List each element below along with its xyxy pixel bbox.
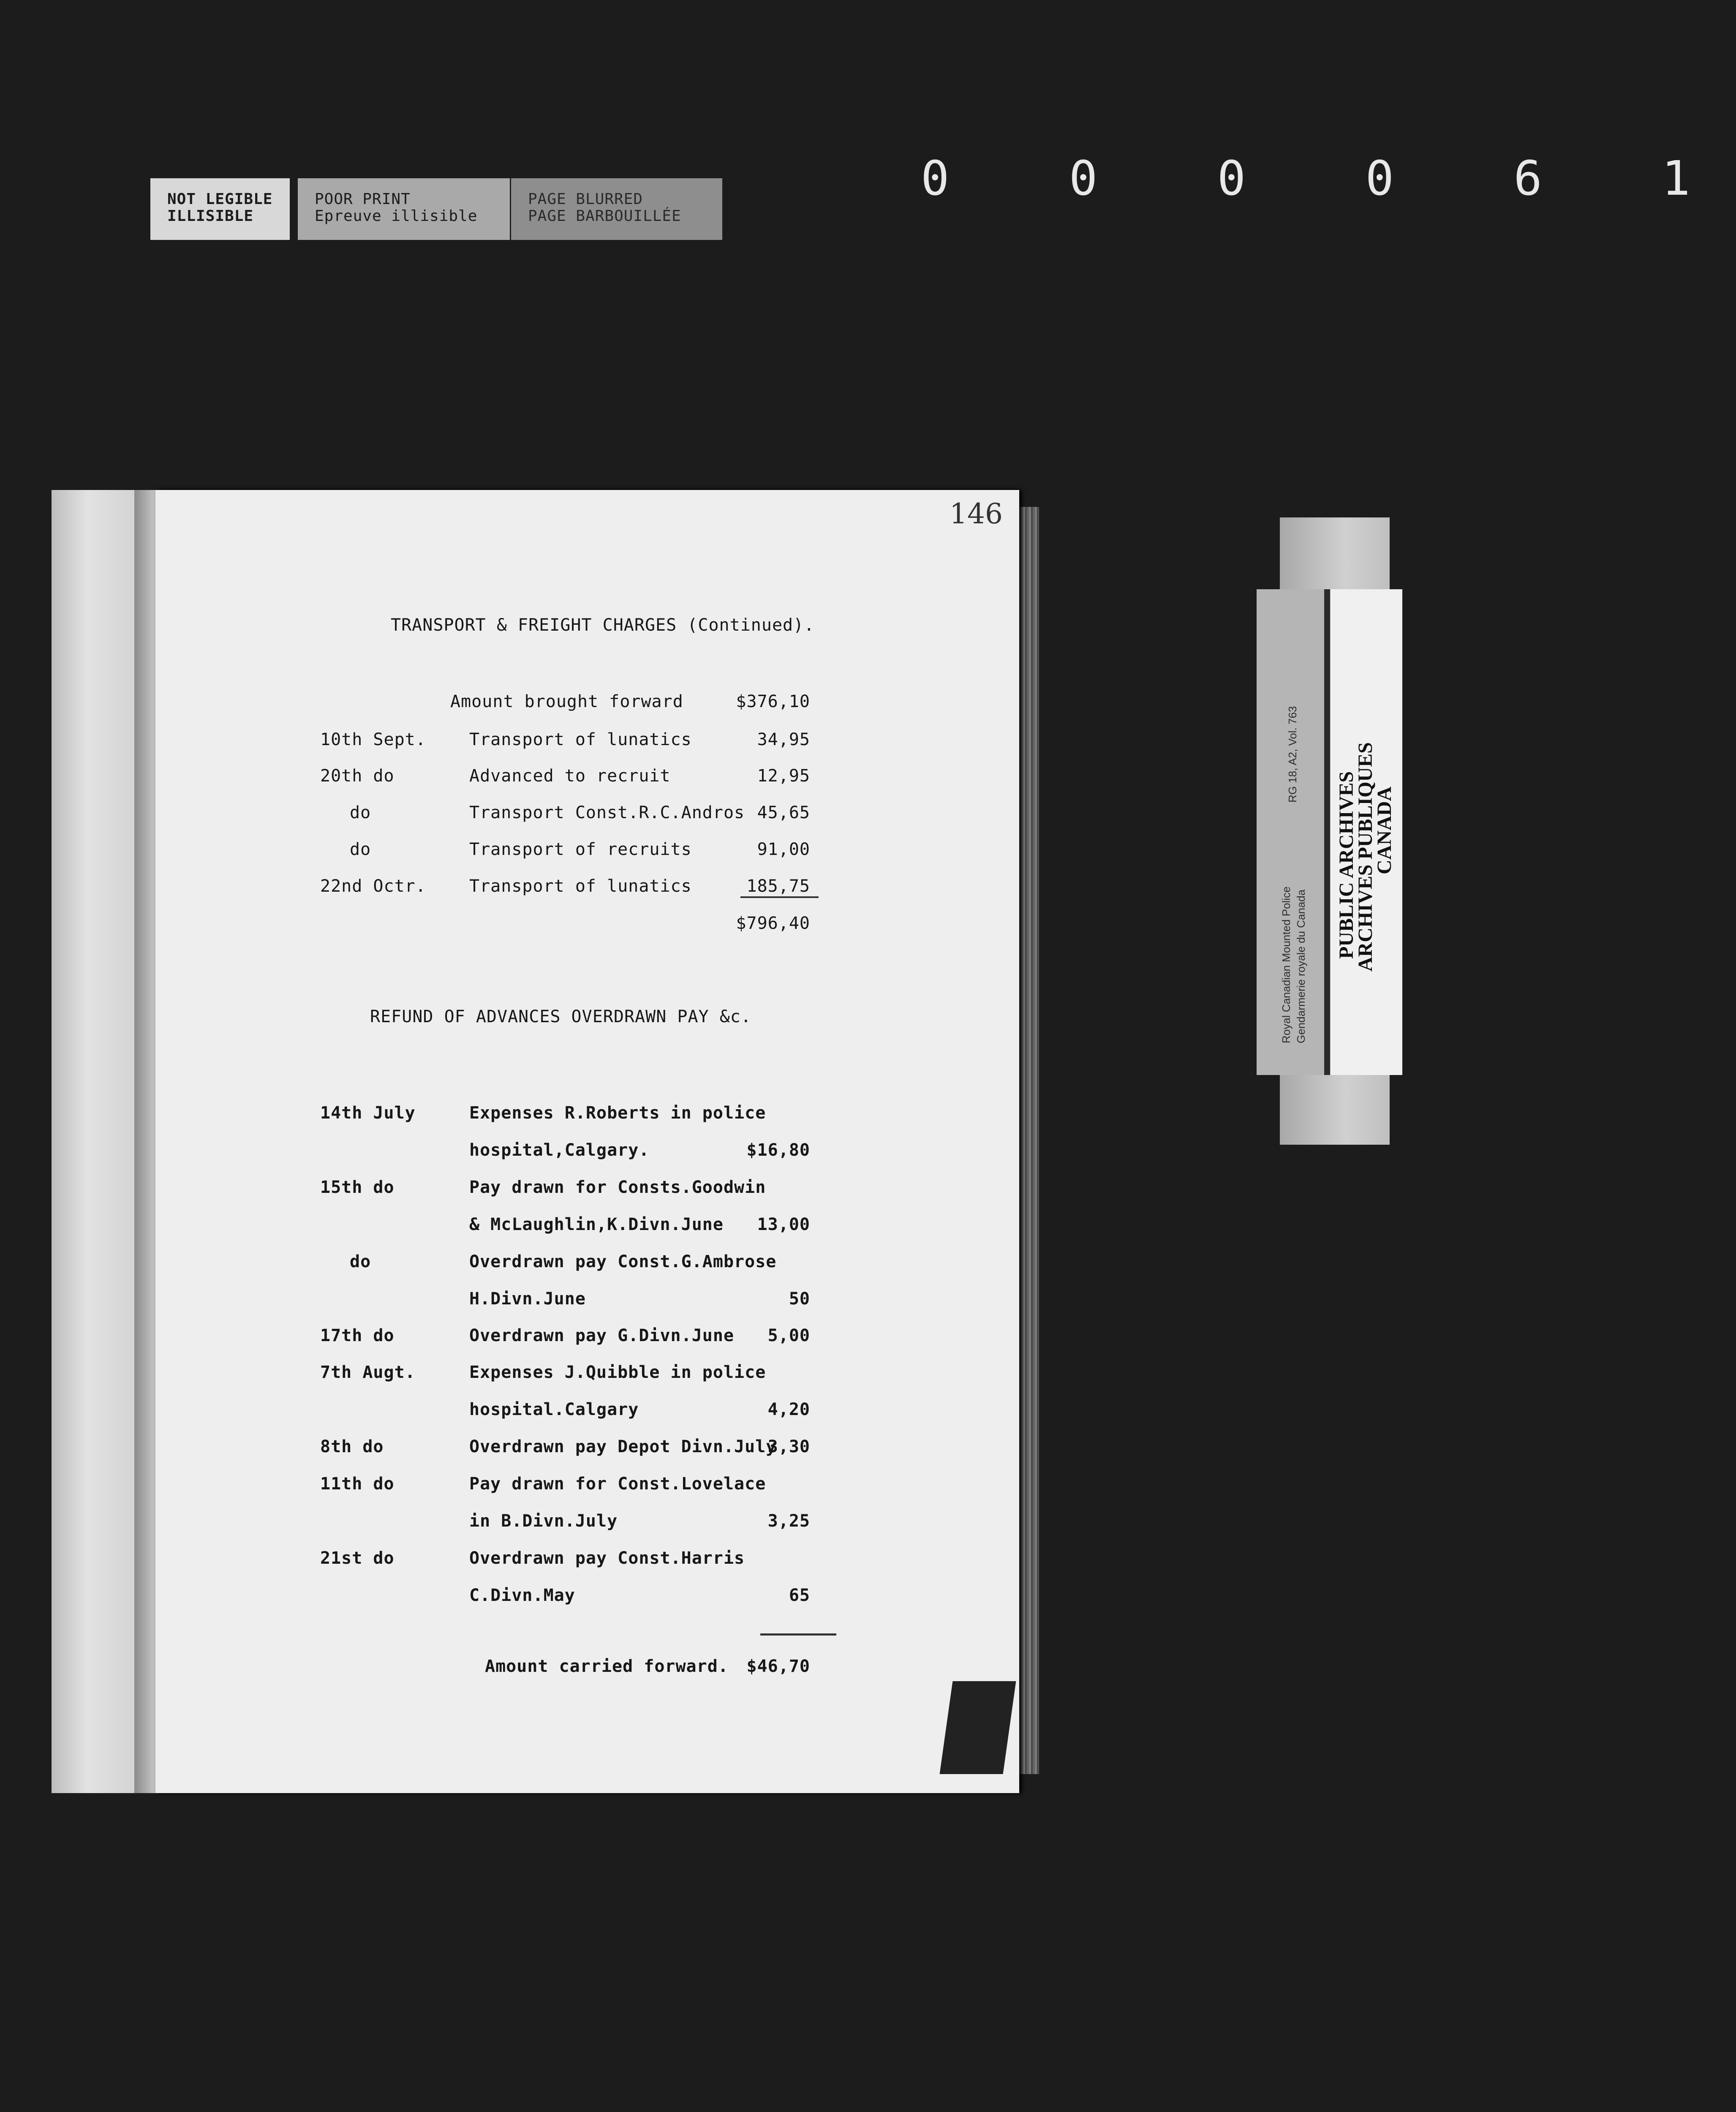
row-date: 15th do — [320, 1178, 395, 1197]
row-amount: 45,65 — [757, 803, 810, 822]
total-rule — [760, 1633, 836, 1636]
row-amount: 185,75 — [746, 876, 810, 896]
tag-line: NOT LEGIBLE — [167, 191, 273, 208]
row-date: 8th do — [320, 1437, 384, 1456]
row-desc: H.Divn.June — [469, 1289, 586, 1309]
row-desc: Overdrawn pay Const.Harris — [469, 1549, 745, 1568]
row-amount: 3,30 — [767, 1437, 810, 1456]
archives-heading-fr: ARCHIVES PUBLIQUES — [1354, 742, 1377, 972]
row-desc: Transport of lunatics — [469, 730, 692, 749]
folder-strip-shadow — [134, 490, 155, 1793]
brought-forward-label: Amount brought forward — [450, 692, 683, 711]
row-desc: & McLaughlin,K.Divn.June — [469, 1215, 724, 1234]
tag-line: PAGE BARBOUILLÉE — [528, 207, 681, 225]
row-amount: 50 — [789, 1289, 810, 1309]
row-desc: Expenses R.Roberts in police — [469, 1103, 766, 1123]
row-amount: 91,00 — [757, 840, 810, 859]
row-desc: Transport Const.R.C.Andros — [469, 803, 745, 822]
row-date: 22nd Octr. — [320, 876, 426, 896]
page-corner-shadow — [940, 1681, 1016, 1774]
subtotal-rule — [740, 896, 819, 898]
tag-line: Epreuve illisible — [315, 207, 478, 225]
refund-heading: REFUND OF ADVANCES OVERDRAWN PAY &c. — [370, 1007, 751, 1026]
row-desc: C.Divn.May — [469, 1586, 575, 1605]
row-date: do — [350, 840, 371, 859]
brought-forward-amount: $376,10 — [736, 692, 810, 711]
row-date: 7th Augt. — [320, 1363, 416, 1382]
row-date: do — [350, 1252, 371, 1271]
fonds-english: Royal Canadian Mounted Police — [1280, 886, 1292, 1043]
archives-heading: PUBLIC ARCHIVES — [1335, 771, 1358, 959]
row-amount: 12,95 — [757, 766, 810, 786]
page-title: TRANSPORT & FREIGHT CHARGES (Continued). — [391, 615, 815, 635]
archive-reference: RG 18, A2, Vol. 763 — [1286, 706, 1299, 803]
carried-forward-amount: $46,70 — [746, 1657, 810, 1676]
row-amount: 13,00 — [757, 1215, 810, 1234]
row-amount: 65 — [789, 1586, 810, 1605]
row-date: 20th do — [320, 766, 395, 786]
row-date: 11th do — [320, 1474, 395, 1494]
row-amount: 4,20 — [767, 1400, 810, 1419]
page-number: 146 — [950, 498, 1003, 530]
row-desc: Pay drawn for Consts.Goodwin — [469, 1178, 766, 1197]
poor-print-tag — [298, 178, 510, 240]
carried-forward-label: Amount carried forward. — [485, 1657, 729, 1676]
row-desc: Expenses J.Quibble in police — [469, 1363, 766, 1382]
row-desc: Overdrawn pay Depot Divn.July — [469, 1437, 777, 1456]
row-date: 21st do — [320, 1549, 395, 1568]
row-desc: Transport of recruits — [469, 840, 692, 859]
row-amount: 3,25 — [767, 1511, 810, 1531]
row-amount: 34,95 — [757, 730, 810, 749]
archives-country: CANADA — [1373, 787, 1396, 874]
row-amount: $16,80 — [746, 1140, 810, 1160]
row-date: do — [350, 803, 371, 822]
tag-line: PAGE BLURRED — [528, 191, 643, 208]
row-desc: Pay drawn for Const.Lovelace — [469, 1474, 766, 1494]
fonds-french: Gendarmerie royale du Canada — [1295, 889, 1307, 1043]
row-desc: Overdrawn pay Const.G.Ambrose — [469, 1252, 777, 1271]
row-desc: Transport of lunatics — [469, 876, 692, 896]
tag-line: ILLISIBLE — [167, 207, 254, 225]
not-legible-tag — [150, 178, 290, 240]
row-desc: Advanced to recruit — [469, 766, 671, 786]
row-date: 14th July — [320, 1103, 416, 1123]
row-date: 17th do — [320, 1326, 395, 1345]
row-desc: hospital,Calgary. — [469, 1140, 650, 1160]
row-desc: hospital.Calgary — [469, 1400, 639, 1419]
page-blurred-tag — [511, 178, 722, 240]
frame-number: 0 0 0 0 6 1 — [921, 151, 1736, 206]
archive-label-inner — [1257, 589, 1330, 1075]
row-date: 10th Sept. — [320, 730, 426, 749]
folder-strip — [52, 490, 140, 1793]
tag-line: POOR PRINT — [315, 191, 411, 208]
row-desc: Overdrawn pay G.Divn.June — [469, 1326, 735, 1345]
row-amount: 5,00 — [767, 1326, 810, 1345]
page-edges — [1016, 507, 1039, 1774]
document-page — [155, 490, 1019, 1793]
row-desc: in B.Divn.July — [469, 1511, 618, 1531]
transport-total: $796,40 — [736, 914, 810, 933]
